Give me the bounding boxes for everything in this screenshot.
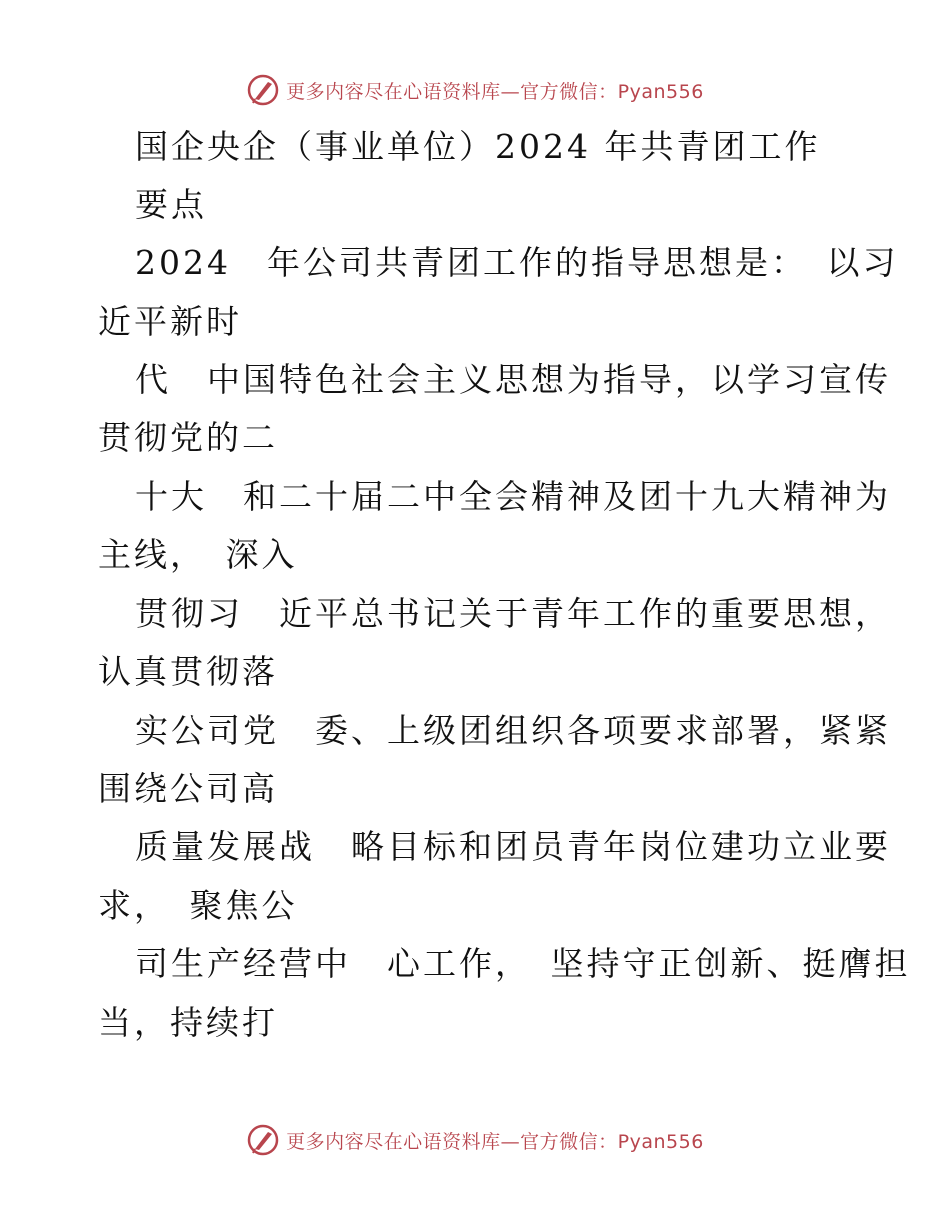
paragraph-line: 求， 聚焦公 xyxy=(98,886,298,925)
wechat-id: Pyan556 xyxy=(617,80,704,103)
paragraph-line: 近平新时 xyxy=(98,302,242,341)
wechat-id: Pyan556 xyxy=(617,1130,704,1153)
paragraph-line: 当，持续打 xyxy=(98,1003,278,1042)
title-line-1: 国企央企（事业单位）2024 年共青团工作 xyxy=(135,127,821,166)
paragraph-line: 实公司党 委、上级团组织各项要求部署，紧紧 xyxy=(135,711,891,750)
paragraph-line: 代 中国特色社会主义思想为指导，以学习宣传 xyxy=(135,360,891,399)
watermark-text: 更多内容尽在心语资料库—官方微信：Pyan556 xyxy=(286,80,704,103)
paragraph-line: 认真贯彻落 xyxy=(98,652,278,691)
paragraph-line: 司生产经营中 心工作， 坚持守正创新、挺膺担 xyxy=(135,944,911,983)
paragraph-line: 贯彻党的二 xyxy=(98,418,278,457)
header-watermark xyxy=(0,68,950,112)
paragraph-line: 十大 和二十届二中全会精神及团十九大精神为 xyxy=(135,477,891,516)
paragraph-line: 2024 年公司共青团工作的指导思想是： 以习 xyxy=(135,243,899,282)
footer-watermark xyxy=(0,1118,950,1162)
paragraph-line: 主线， 深入 xyxy=(98,535,298,574)
title-line-2: 要点 xyxy=(135,185,207,224)
watermark-text: 更多内容尽在心语资料库—官方微信：Pyan556 xyxy=(286,1130,704,1153)
quill-pen-logo-icon xyxy=(246,1123,280,1157)
paragraph-line: 围绕公司高 xyxy=(98,769,278,808)
paragraph-line: 质量发展战 略目标和团员青年岗位建功立业要 xyxy=(135,827,891,866)
paragraph-line: 贯彻习 近平总书记关于青年工作的重要思想， xyxy=(135,594,891,633)
quill-pen-logo-icon xyxy=(246,73,280,107)
